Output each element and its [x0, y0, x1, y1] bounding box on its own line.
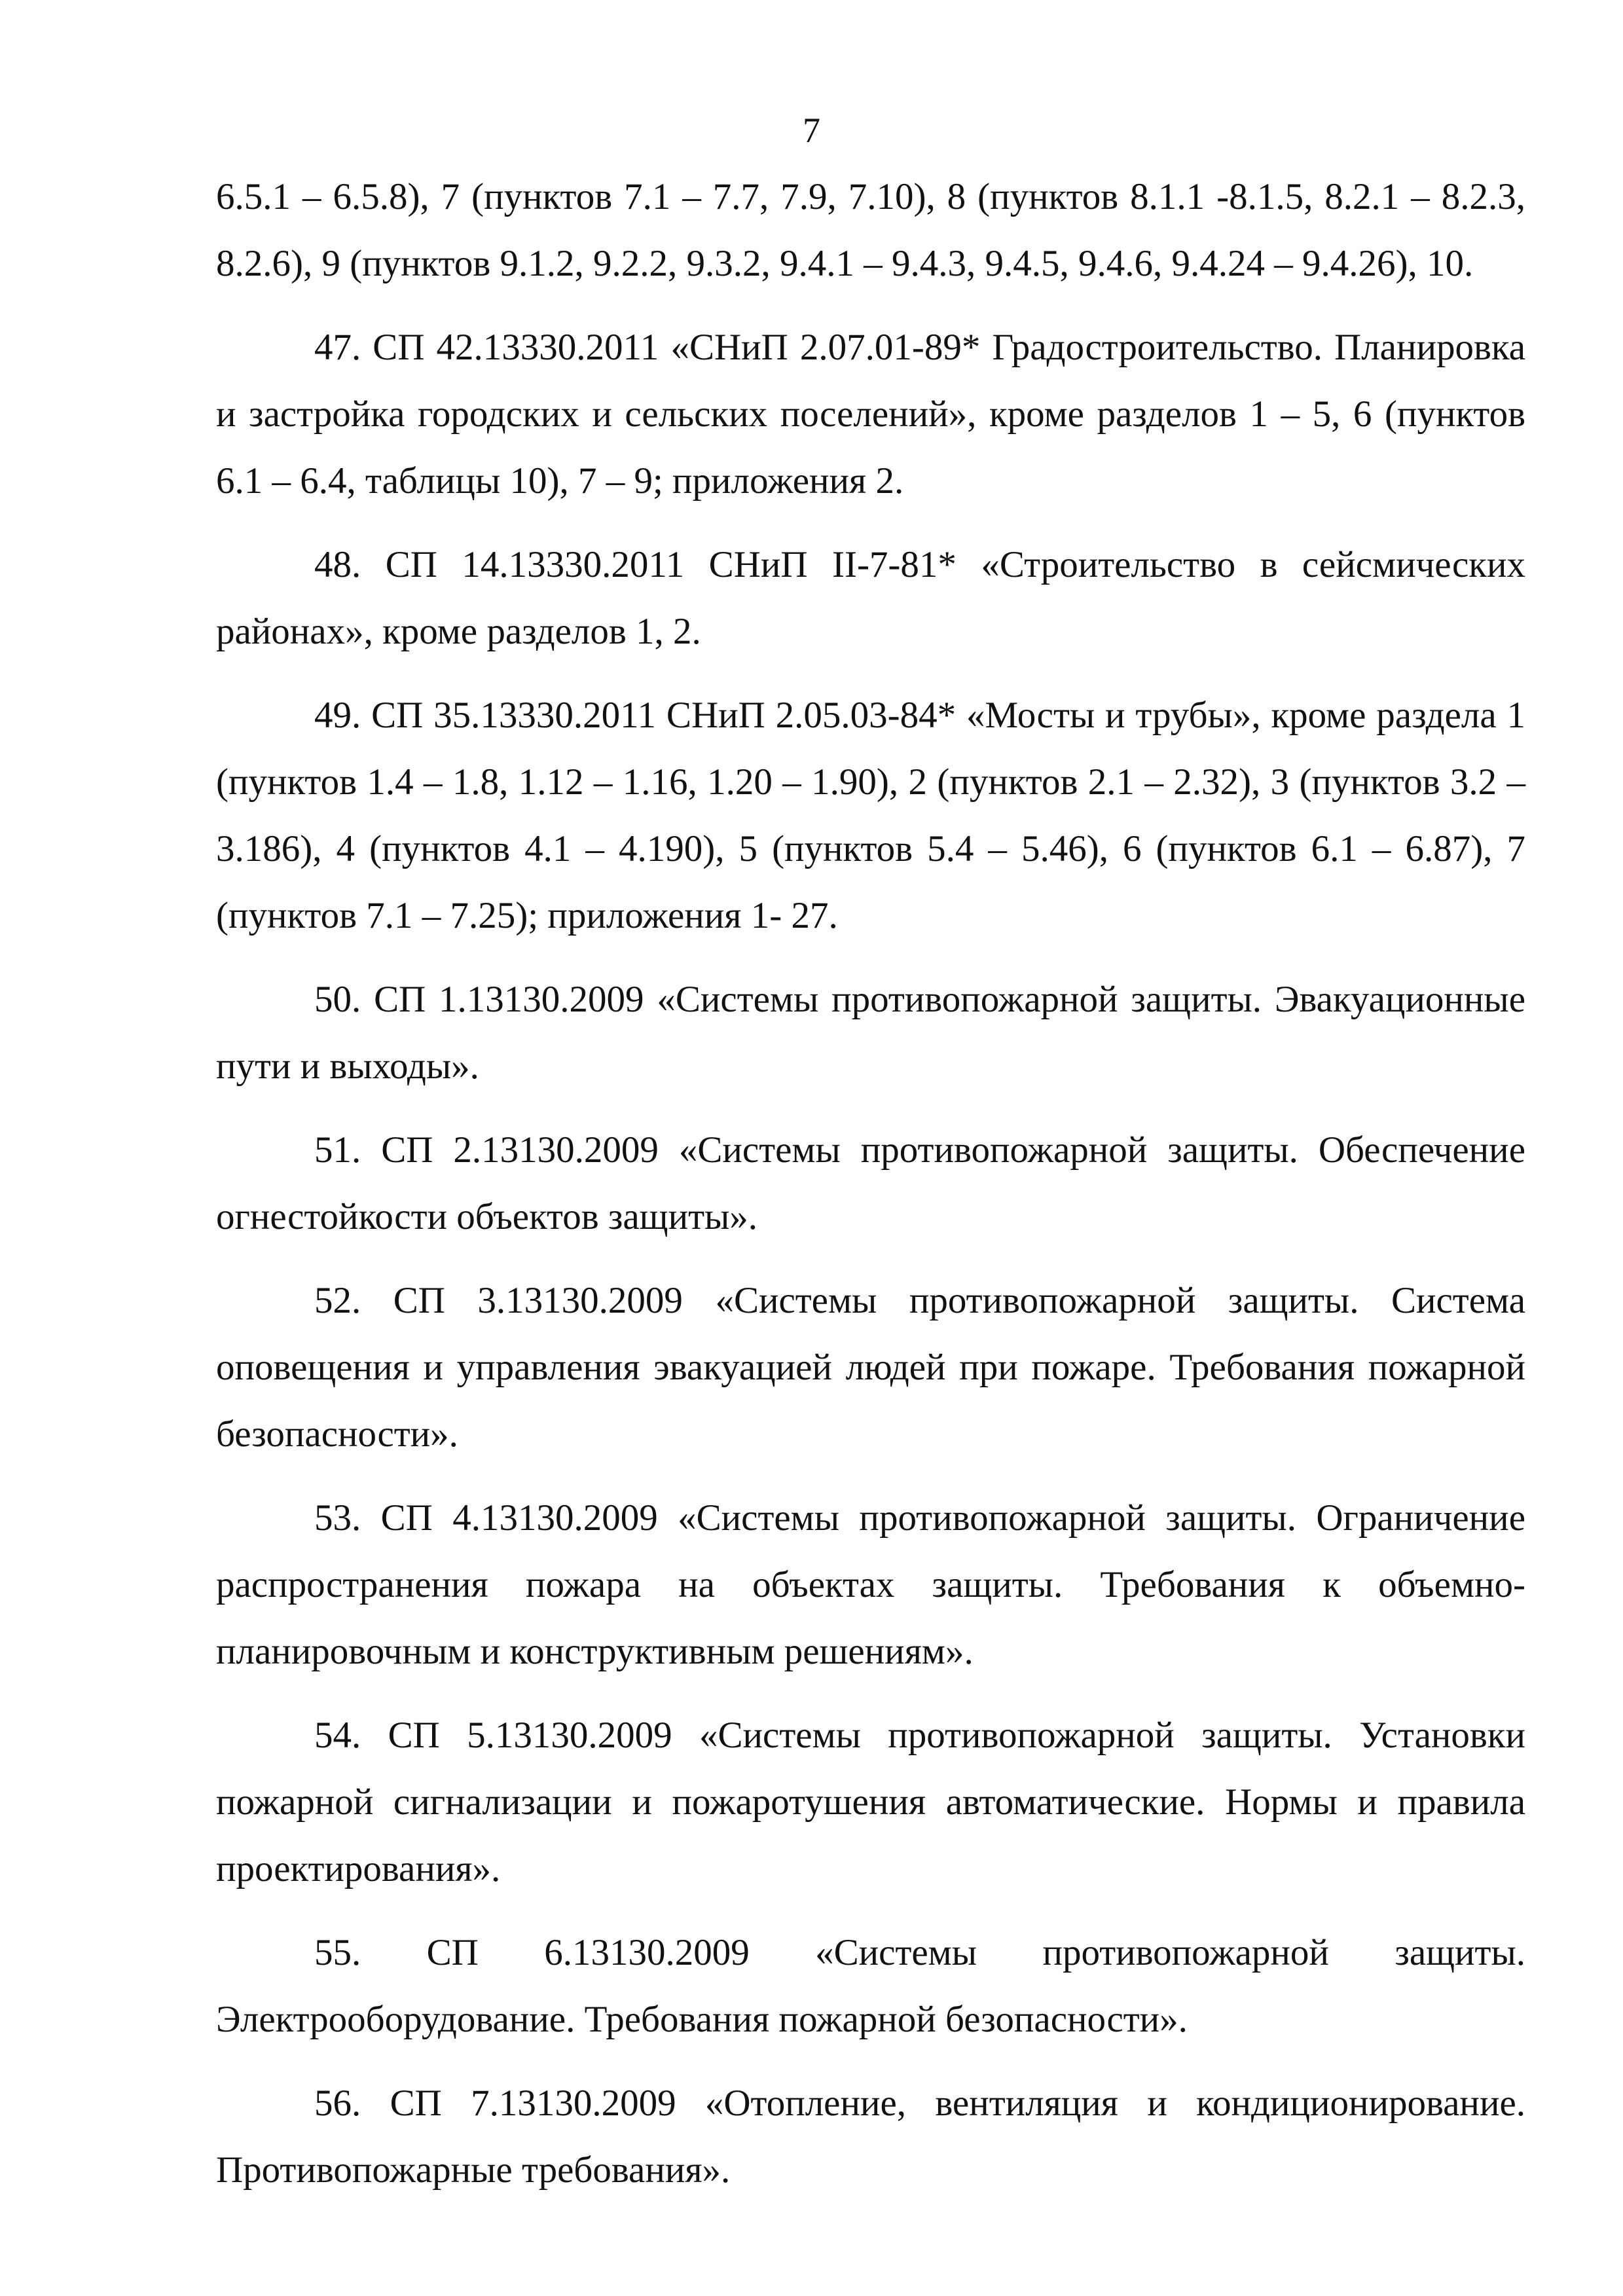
list-item-55: 55. СП 6.13130.2009 «Системы противопожарной защиты. Электрооборудование. Требования пожарной безопасности». [216, 1932, 1525, 2040]
list-item-49: 49. СП 35.13330.2011 СНиП 2.05.03-84* «Мосты и трубы», кроме раздела 1 (пунктов 1.4 – 1.8, 1.12 – 1.16, 1.20 – 1.90), 2 (пунктов 2.1 – 2.32), 3 (пунктов 3.2 – 3.186), 4 (пунктов 4.1 – 4.190), 5 (пунктов 5.4 – 5.46), 6 (пунктов 6.1 – 6.87), 7 (пунктов 7.1 – 7.25); приложения 1- 27. [216, 695, 1525, 936]
list-item-56: 56. СП 7.13130.2009 «Отопление, вентиляция и кондиционирование. Противопожарные требования». [216, 2083, 1525, 2191]
list-item-53: 53. СП 4.13130.2009 «Системы противопожарной защиты. Ограничение распространения пожара на объектах защиты. Требования к объемно-планировочным и конструктивным решениям». [216, 1497, 1525, 1672]
list-item-50: 50. СП 1.13130.2009 «Системы противопожарной защиты. Эвакуационные пути и выходы». [216, 979, 1525, 1087]
list-item-52: 52. СП 3.13130.2009 «Системы противопожарной защиты. Система оповещения и управления эвакуацией людей при пожаре. Требования пожарной безопасности». [216, 1280, 1525, 1455]
list-item-54: 54. СП 5.13130.2009 «Системы противопожарной защиты. Установки пожарной сигнализации и пожаротушения автоматические. Нормы и правила проектирования». [216, 1715, 1525, 1889]
list-item-48: 48. СП 14.13330.2011 СНиП II-7-81* «Строительство в сейсмических районах», кроме разделов 1, 2. [216, 544, 1525, 652]
continuation-paragraph: 6.5.1 – 6.5.8), 7 (пунктов 7.1 – 7.7, 7.9, 7.10), 8 (пунктов 8.1.1 -8.1.5, 8.2.1 – 8.2.3, 8.2.6), 9 (пунктов 9.1.2, 9.2.2, 9.3.2, 9.4.1 – 9.4.3, 9.4.5, 9.4.6, 9.4.24 – 9.4.26), 10. [216, 176, 1525, 284]
list-item-51: 51. СП 2.13130.2009 «Системы противопожарной защиты. Обеспечение огнестойкости объектов защиты». [216, 1129, 1525, 1237]
page-number: 7 [803, 111, 820, 150]
document-body [216, 164, 1525, 2204]
list-item-47: 47. СП 42.13330.2011 «СНиП 2.07.01-89* Градостроительство. Планировка и застройка городских и сельских поселений», кроме разделов 1 – 5, 6 (пунктов 6.1 – 6.4, таблицы 10), 7 – 9; приложения 2. [216, 327, 1525, 501]
